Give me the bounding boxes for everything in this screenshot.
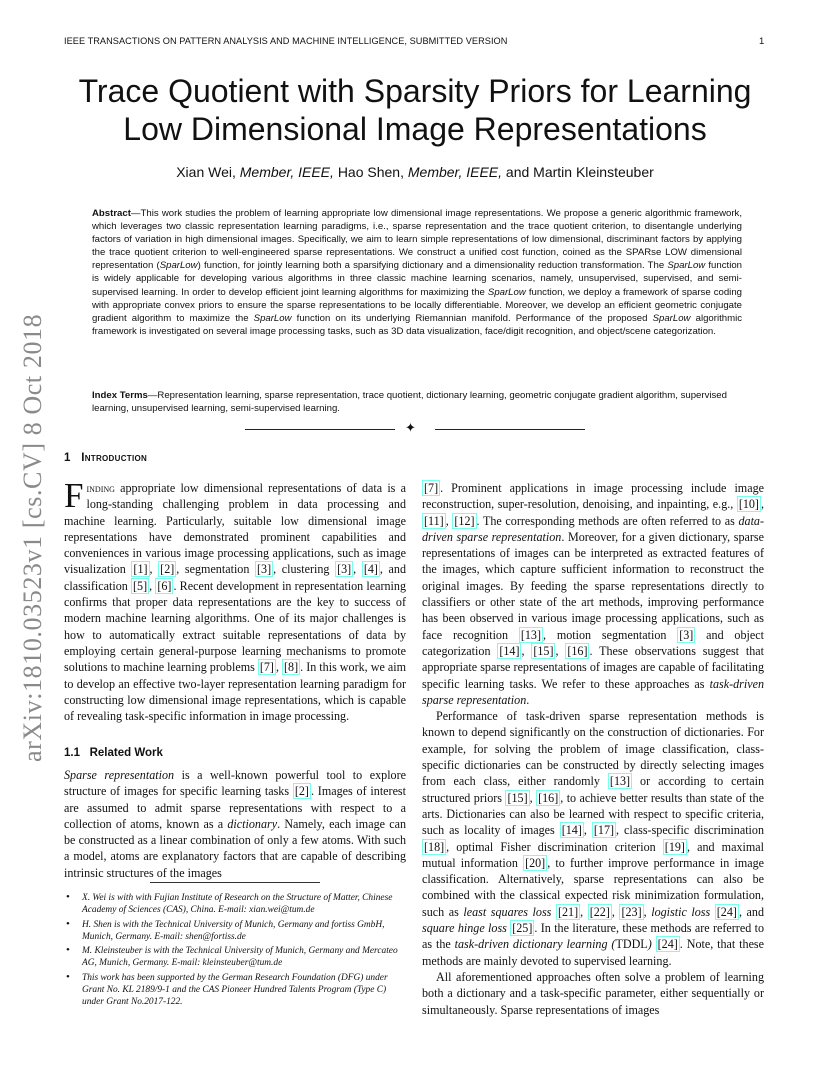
body-text: , motion segmentation [543,627,678,642]
citation-link[interactable]: [23] [621,904,642,919]
author-3: and Martin Kleinsteuber [505,164,654,180]
intro-paragraph [64,476,407,724]
body-text: , [275,660,283,675]
separator-rule-right [435,429,585,430]
citation-link[interactable]: [22] [589,904,610,919]
citation-link[interactable]: [2] [160,562,175,577]
right-column [422,480,764,1018]
author-2: Hao Shen, [337,164,404,180]
abstract-term: SparLow [667,260,706,272]
emphasis-text: task-driven dictionary learning ( [454,937,616,952]
body-text: and object categorization [422,627,764,658]
section-heading [64,452,147,464]
citation-link[interactable]: [14] [499,643,520,658]
emphasis-text: task-driven sparse representation [422,676,764,707]
abstract-text: —This work studies the problem of learning appropriate low dimensional image representations. We propose a generic algorithmic framework, which leverages two classic representation learning paradigms, i.e., sparse representation and the trace quotient criterion, to disentangle underlying factors of variation in high dimensional images. Specifically, we aim to learn simple representations of low dimensional, discriminant factors by applying the trace quotient criterion to well-engineered sparse representations. We construct a unified cost function, coined as the SPARse LOW dimensional representation ( [92,208,742,272]
emphasis-text: logistic loss [651,904,711,919]
body-text: Performance of task-driven sparse representation methods is known to depend significantly on the construction of dictionaries. For example, for solving the problem of image classification, class-specific dictionaries can be constructed by directly selecting images from each class, either randomly [422,709,764,789]
emphasis-text: Sparse representation [64,768,175,782]
abstract-label: Abstract [92,208,131,219]
body-text: , [149,562,159,577]
body-text: . In the literature, these methods are referred to as the [422,921,764,952]
citation-link[interactable]: [20] [525,855,546,870]
citation-link[interactable]: [6] [157,578,172,593]
body-text: , [583,823,592,838]
citation-link[interactable]: [13] [609,774,631,789]
emphasis-text: dictionary [227,816,278,831]
body-text: , [529,790,537,805]
body-text: , to further improve performance in image classification. Alternatively, sparse representations can also be combined with the classical expected risk minimization formulation, such as [422,855,765,919]
index-terms-label: Index Terms [92,390,148,401]
abstract-term: SparLow [487,286,526,298]
abstract-text: function is widely applicable for developing various algorithms in three classic machine learning scenarios, namely, unsupervised, supervised, and semi-supervised learning. In order to develop efficient joint learning algorithms for maximizing the [92,260,742,298]
body-text: . Note, that these methods are mainly devoted to supervised learning. [422,937,765,968]
title-line-1: Trace Quotient with Sparsity Priors for Learning [78,73,752,109]
body-text: , [555,643,566,658]
body-text: , segmentation [176,562,256,577]
body-text: . In this work, we aim to develop an effective two-layer representation learning paradigm for constructing low dimensional image representations, which is capable of revealing task-specific information in image processing. [64,660,406,724]
body-text: , [445,513,453,528]
paragraph [422,480,764,708]
body-text: , [643,904,652,919]
abstract-term: SparLow [253,312,292,324]
body-text: , [353,562,362,577]
body-text: , [149,578,156,593]
citation-link[interactable]: [21] [557,904,579,919]
body-text: , [521,643,532,658]
arxiv-identifier-stamp[interactable]: arXiv:1810.03523v1 [cs.CV] 8 Oct 2018 [18,313,47,762]
body-text: . Images of interest are assumed to admit sparse representations with respect to a collection of atoms, known as a [64,784,407,831]
citation-link[interactable]: [4] [363,562,378,577]
page-number: 1 [759,36,765,47]
abstract-text: algorithmic framework is investigated on several image processing tasks, such as 3D data visualization, face/digit recognition, and object/scene categorization. [92,312,742,337]
citation-link[interactable]: [10] [738,497,759,512]
citation-link[interactable]: [3] [679,627,694,642]
body-text: , to achieve better results than state of the arts. Dictionaries can also be learned with respect to specific criteria, such as locality of images [422,790,765,838]
emphasis-text: least squares loss [463,904,552,919]
body-text: . Recent development in representation learning confirms that proper data representations are the key to success of modern machine learning algorithms. One of its major challenges is how to automatically extract suitable representations of data by employing certain general-purpose learning mechanisms to promote solutions to machine learning problems [64,578,406,675]
citation-link[interactable]: [24] [657,937,678,952]
citation-link[interactable]: [7] [424,481,439,495]
citation-link[interactable]: [13] [520,627,541,642]
body-text: , clustering [273,562,336,577]
abstract [92,207,742,338]
citation-link[interactable]: [2] [294,784,309,799]
citation-link[interactable]: [7] [259,660,274,675]
citation-link[interactable]: [24] [716,904,737,919]
separator-star-icon: ✦ [405,421,416,436]
citation-link[interactable]: [16] [538,790,559,805]
title-line-2: Low Dimensional Image Representations [123,111,707,147]
emphasis-text: ) [647,937,652,952]
citation-link[interactable]: [3] [257,562,272,577]
paper-title [64,72,766,148]
citation-link[interactable]: [3] [337,562,352,577]
abstract-term: SparLow [159,260,198,272]
body-text: , and [738,904,764,919]
drop-cap: F [64,476,84,515]
body-text: . Namely, each image can be constructed as a linear combination of only a few atoms. With such a model, atoms are explanatory factors that are capable of describing intrinsic structures of the images [64,816,406,880]
body-text: , and maximal mutual information [422,839,764,870]
section-separator [245,423,585,437]
abstract-text: function, we deploy a framework of sparse coding with appropriate convex priors to ensure the sparse representations to be locally differentiable. Moreover, we develop an efficient geometric conjugate gradient algorithm to maximize the [92,286,742,324]
acronym: TDDL [615,937,648,952]
body-text: is a well-known powerful tool to explore structure of images for specific learning tasks [64,768,406,799]
body-text: , [580,904,588,919]
citation-link[interactable]: [8] [284,660,299,675]
body-text: . The corresponding methods are often referred to as [476,513,739,528]
lead-word: inding [86,481,115,495]
body-text: . [526,692,530,707]
section-title: Introduction [81,452,148,464]
body-text: . Prominent applications in image processing include image reconstruction, super-resolution, denoising, and inpainting, e.g., [422,481,764,512]
emphasis-text: square hinge loss [422,921,507,936]
citation-link[interactable]: [16] [567,643,588,658]
abstract-text: ) function, for jointly learning both a sparsifying dictionary and a dimensionality reduction transformation. The [197,260,668,272]
footnote-list [64,892,406,1010]
footnote-item: • X. Wei is with with Fujian Institute of Research on the Structure of Matter, Chinese Academy of Sciences (CAS), China. E-mail: xian.wei@tum.de [64,892,406,916]
author-list [64,164,766,180]
paragraph [422,708,764,969]
citation-link[interactable]: [19] [664,839,685,854]
citation-link[interactable]: [25] [512,921,533,936]
paragraph: All aforementioned approaches often solve a problem of learning both a dictionary and a task-specific parameter, either sequentially or simultaneously. Sparse representations of images [422,969,764,1017]
subsection-heading [64,747,163,759]
citation-link[interactable]: [15] [507,790,528,805]
related-work-paragraph [64,767,406,881]
footnote-item: • This work has been supported by the German Research Foundation (DFG) under Grant No. KL 2189/9-1 and the CAS Pioneer Hundred Talents Program (Type C) under Grant No.2017-122. [64,972,406,1008]
abstract-text: function on its underlying Riemannian manifold. Performance of the proposed [291,312,653,324]
citation-link[interactable]: [14] [561,823,582,838]
citation-link[interactable]: [17] [593,823,615,838]
body-text: , [760,497,764,512]
body-text: , and classification [64,562,407,593]
footnote-item: • M. Kleinsteuber is with the Technical University of Munich, Germany and Mercateo AG, Munich, Germany. E-mail: kleinsteuber@tum.de [64,945,406,969]
emphasis-text: data-driven sparse representation [422,513,764,544]
footnote-item: • H. Shen is with the Technical University of Munich, Germany and fortiss GmbH, Munich, Germany. E-mail: shen@fortiss.de [64,919,406,943]
author-2-role: Member, IEEE, [407,164,503,180]
citation-link[interactable]: [5] [133,578,148,593]
citation-link[interactable]: [12] [454,513,475,528]
section-number: 1 [64,452,71,464]
index-terms-text: —Representation learning, sparse representation, trace quotient, dictionary learning, geometric conjugate gradient algorithm, supervised learning, unsupervised learning, semi-supervised learning. [92,390,727,415]
body-text: , class-specific discrimination [616,823,765,838]
abstract-term: SparLow [652,312,691,324]
citation-link[interactable]: [18] [424,839,445,854]
separator-rule-left [245,429,395,430]
body-text: . Moreover, for a given dictionary, sparse representations of images can be interpreted as extracted features of the images, which capture sufficient information to reconstruct the original images. By feeding the sparse representations directly to classifiers or other state of the art methods, improving performance has been observed in various image processing applications, such as face recognition [422,529,765,642]
body-text: , [611,904,620,919]
author-1: Xian Wei, [176,164,236,180]
subsection-number: 1.1 [64,747,80,759]
body-text: or according to certain structured priors [422,774,765,805]
citation-link[interactable]: [11] [424,513,444,528]
body-text: , optimal Fisher discrimination criterion [446,839,663,854]
citation-link[interactable]: [1] [133,562,148,577]
author-1-role: Member, IEEE, [239,164,334,180]
citation-link[interactable]: [15] [533,643,554,658]
subsection-title: Related Work [89,747,163,759]
footnote-rule [150,882,320,883]
body-text: appropriate low dimensional representations of data is a long-standing challenging problem in data processing and machine learning. Particularly, suitable low dimensional image representations have demonstrated prominent capabilities and conveniences in various image processing applications, such as image visualization [64,481,406,577]
running-header: IEEE TRANSACTIONS ON PATTERN ANALYSIS AND MACHINE INTELLIGENCE, SUBMITTED VERSION [64,36,508,46]
index-terms [92,389,742,415]
body-text: . These observations suggest that appropriate sparse representations of images are capable of facilitating specific learning tasks. We refer to these approaches as [422,643,764,691]
